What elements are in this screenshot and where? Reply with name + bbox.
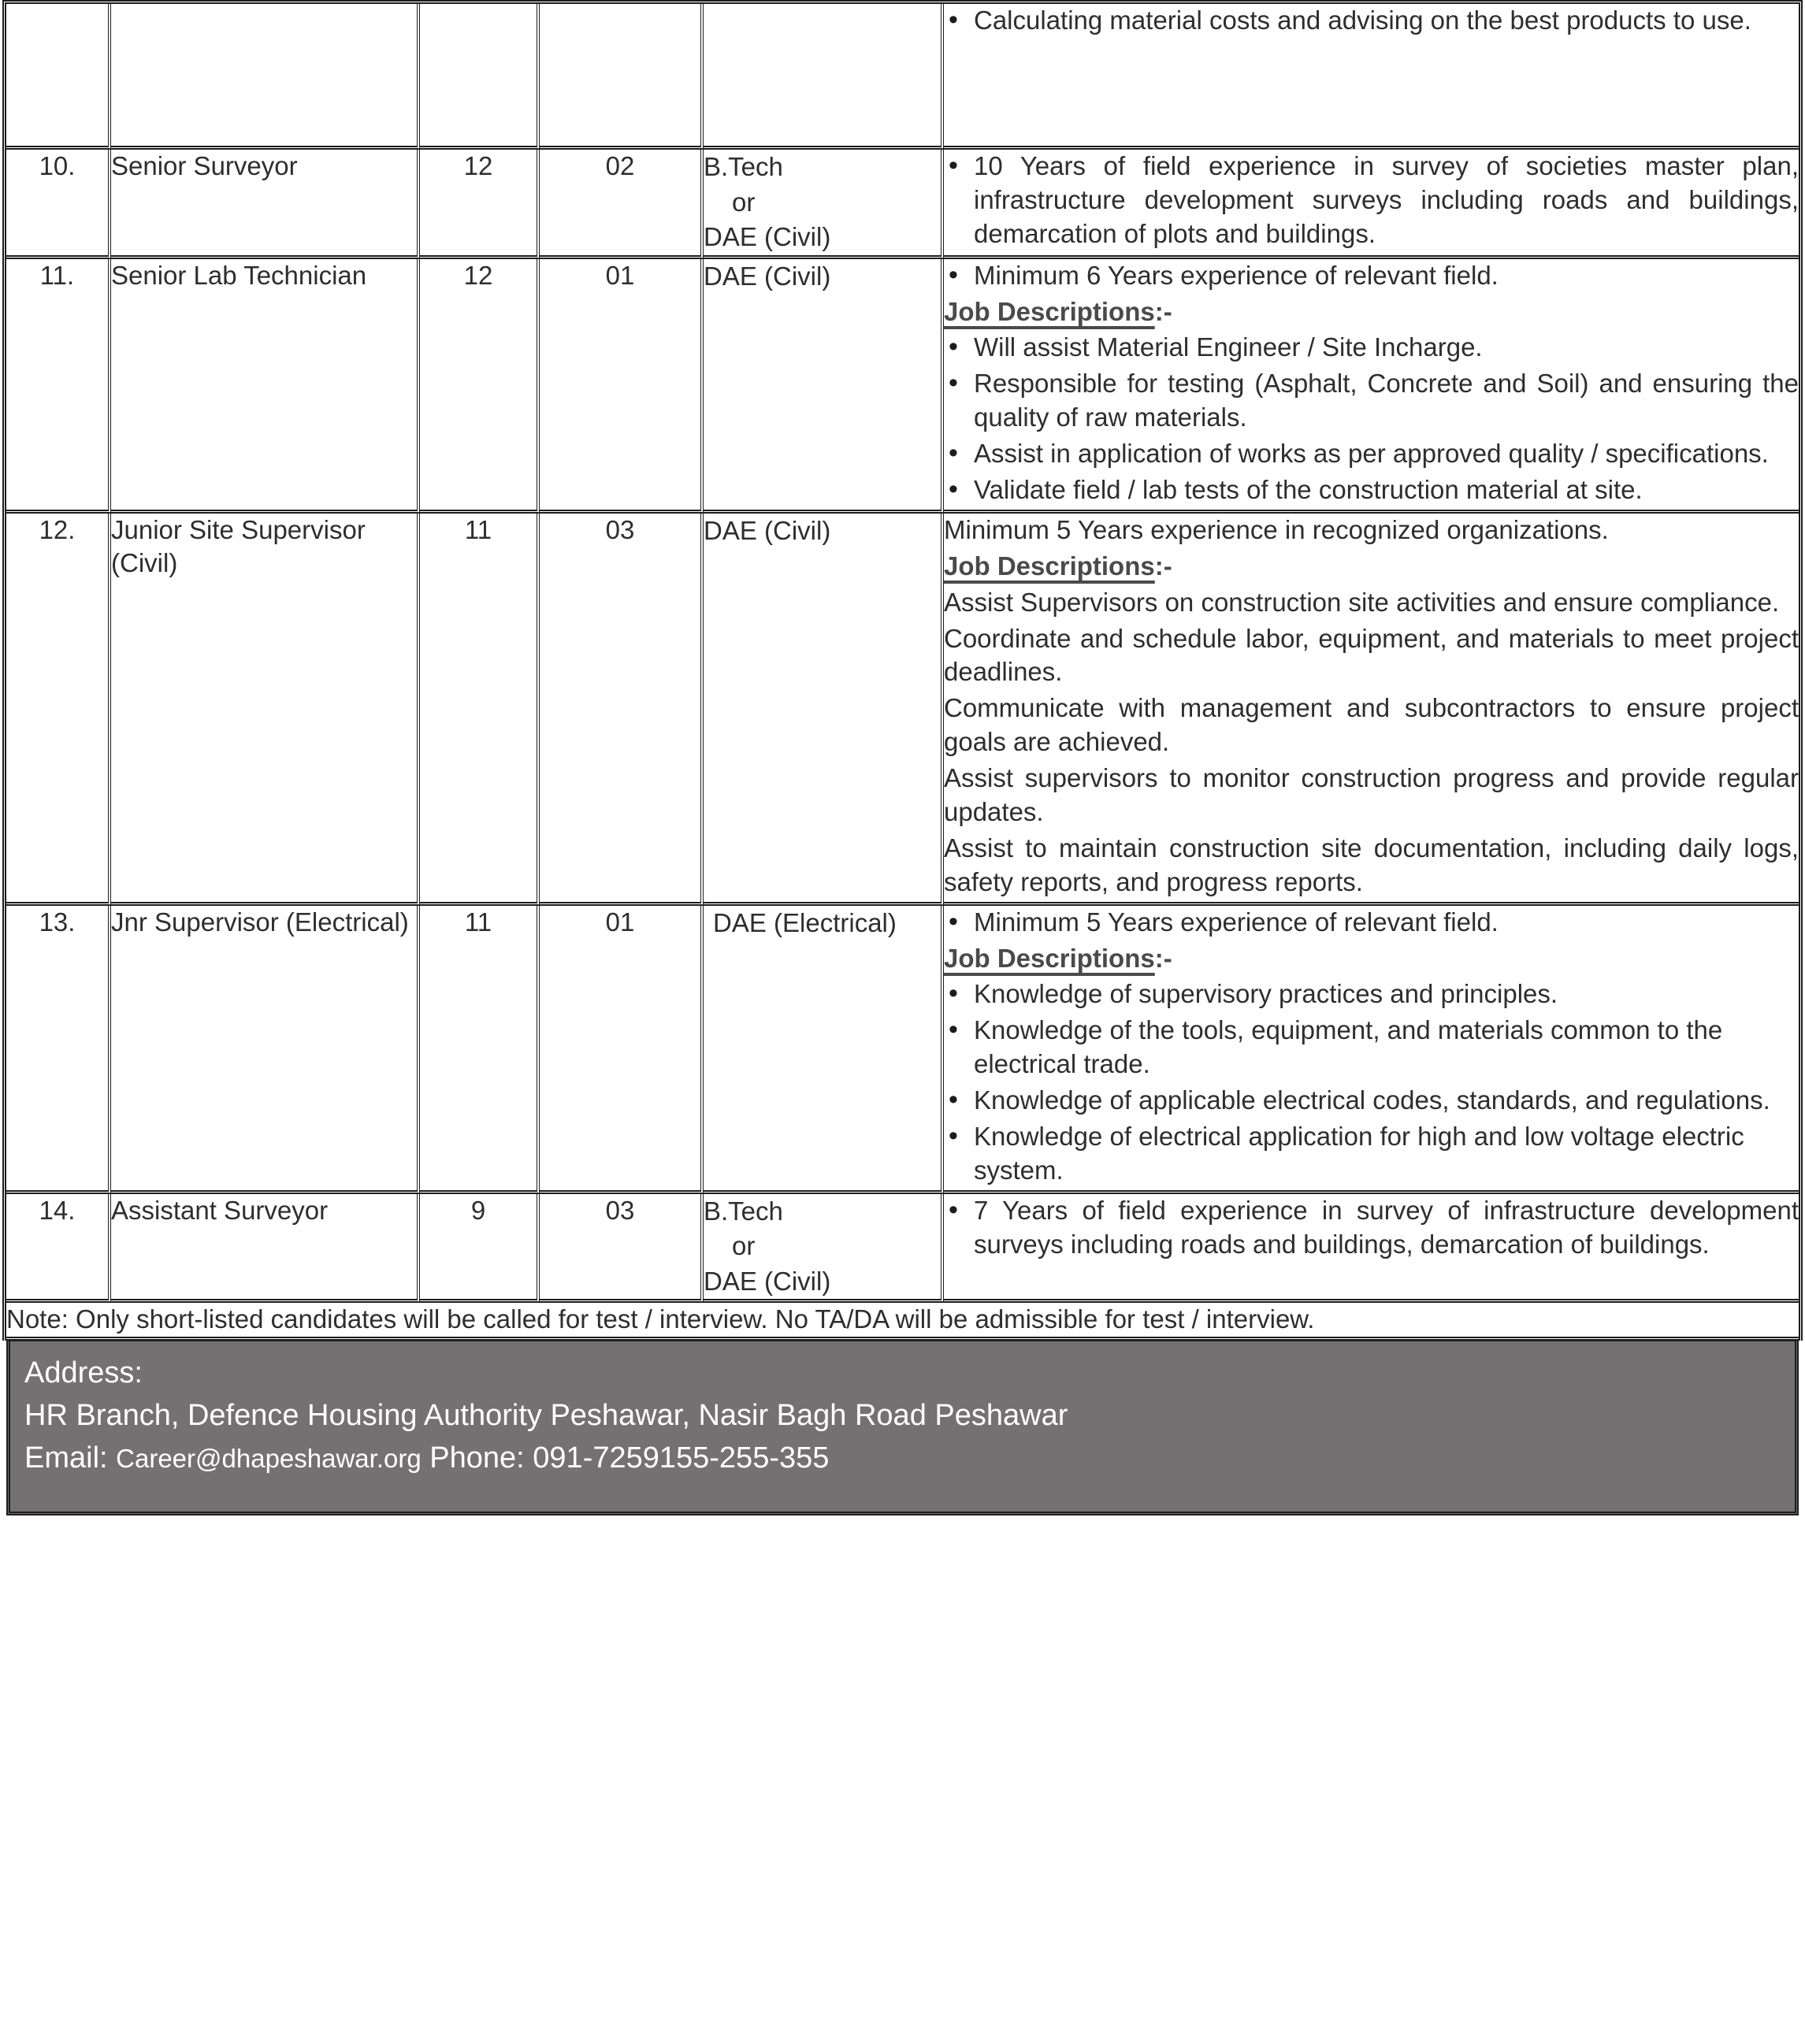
cell-post: Senior Lab Technician xyxy=(111,259,420,514)
cell-bps: 11 xyxy=(420,906,540,1194)
cell-qualification xyxy=(704,150,944,259)
address-title: Address: xyxy=(24,1356,143,1390)
list-item: • Knowledge of electrical application for high and low voltage electric system. xyxy=(944,1120,1799,1188)
description-bullet-list xyxy=(944,977,1799,1187)
job-descriptions-suffix: :- xyxy=(1154,551,1172,581)
cell-post: Junior Site Supervisor (Civil) xyxy=(111,514,420,906)
cell-serial: 10. xyxy=(6,150,111,259)
cell-bps: 12 xyxy=(420,150,540,259)
description-bullet-list xyxy=(944,259,1799,293)
table-row xyxy=(6,4,1799,150)
job-positions-table xyxy=(2,0,1803,1341)
description-bullet-list xyxy=(944,4,1799,38)
description-bullet-list xyxy=(944,906,1799,940)
table-row xyxy=(6,259,1799,514)
cell-serial xyxy=(6,4,111,150)
cell-description xyxy=(944,150,1799,259)
table-row xyxy=(6,1194,1799,1304)
cell-qualification xyxy=(704,514,944,906)
cell-post xyxy=(111,4,420,150)
cell-bps: 9 xyxy=(420,1194,540,1304)
cell-vacancies: 03 xyxy=(540,514,704,906)
job-descriptions-heading xyxy=(944,942,1799,976)
job-descriptions-heading xyxy=(944,550,1799,584)
qualification-line: B.Tech xyxy=(704,1196,783,1226)
cell-bps xyxy=(420,4,540,150)
job-descriptions-label: Job Descriptions xyxy=(944,551,1155,581)
qualification-line: DAE (Civil) xyxy=(704,1266,831,1296)
cell-post: Assistant Surveyor xyxy=(111,1194,420,1304)
list-item: • Minimum 6 Years experience of relevant field. xyxy=(944,259,1799,293)
qualification-line: DAE (Civil) xyxy=(704,261,831,291)
description-paragraph: Assist to maintain construction site documentation, including daily logs, safety reports, and progress reports. xyxy=(944,833,1799,896)
job-descriptions-heading xyxy=(944,295,1799,329)
email-label: Email: xyxy=(24,1441,108,1475)
email-value: Career@dhapeshawar.org xyxy=(116,1444,422,1474)
list-item: • Knowledge of the tools, equipment, and materials common to the electrical trade. xyxy=(944,1014,1799,1081)
qualification-line: B.Tech xyxy=(704,152,783,181)
cell-bps: 11 xyxy=(420,514,540,906)
description-paragraph: Assist supervisors to monitor construction progress and provide regular updates. xyxy=(944,763,1799,826)
cell-qualification xyxy=(704,1194,944,1304)
description-paragraph: Coordinate and schedule labor, equipment, and materials to meet project deadlines. xyxy=(944,623,1799,687)
description-bullet-list xyxy=(944,331,1799,506)
table-note-row xyxy=(6,1303,1799,1341)
address-contact-line xyxy=(24,1437,1781,1480)
cell-description xyxy=(944,514,1799,906)
note-text: Note: Only short-listed candidates will be called for test / interview. No TA/DA will be admissible for test / interview. xyxy=(6,1303,1799,1341)
cell-serial: 13. xyxy=(6,906,111,1194)
cell-vacancies: 01 xyxy=(540,906,704,1194)
list-item: • Will assist Material Engineer / Site Incharge. xyxy=(944,331,1799,365)
cell-vacancies: 01 xyxy=(540,259,704,514)
list-item: • Minimum 5 Years experience of relevant field. xyxy=(944,906,1799,940)
table-row xyxy=(6,514,1799,906)
list-item: • Assist in application of works as per approved quality / specifications. xyxy=(944,437,1799,471)
list-item: • 10 Years of field experience in survey of societies master plan, infrastructure development surveys including roads and buildings, demarcation of plots and buildings. xyxy=(944,150,1799,251)
list-item: • Validate field / lab tests of the construction material at site. xyxy=(944,473,1799,507)
qualification-line: DAE (Civil) xyxy=(704,515,831,545)
table-row xyxy=(6,906,1799,1194)
cell-qualification xyxy=(704,4,944,150)
list-item: • Knowledge of applicable electrical codes, standards, and regulations. xyxy=(944,1084,1799,1118)
cell-description xyxy=(944,4,1799,150)
phone-value: 091-7259155-255-355 xyxy=(533,1441,830,1475)
cell-vacancies: 02 xyxy=(540,150,704,259)
cell-vacancies: 03 xyxy=(540,1194,704,1304)
cell-qualification xyxy=(704,906,944,1194)
description-paragraph: Communicate with management and subcontractors to ensure project goals are achieved. xyxy=(944,693,1799,757)
job-descriptions-suffix: :- xyxy=(1154,943,1172,973)
cell-vacancies xyxy=(540,4,704,150)
cell-serial: 11. xyxy=(6,259,111,514)
cell-description xyxy=(944,906,1799,1194)
cell-description xyxy=(944,1194,1799,1304)
description-paragraph: Assist Supervisors on construction site activities and ensure compliance. xyxy=(944,587,1780,617)
list-item: • Knowledge of supervisory practices and principles. xyxy=(944,977,1799,1011)
job-descriptions-label: Job Descriptions xyxy=(944,296,1155,326)
cell-post: Jnr Supervisor (Electrical) xyxy=(111,906,420,1194)
qualification-line: or xyxy=(732,187,756,217)
qualification-line: DAE (Civil) xyxy=(704,222,831,252)
cell-qualification xyxy=(704,259,944,514)
qualification-line: DAE (Electrical) xyxy=(713,907,897,937)
cell-post: Senior Surveyor xyxy=(111,150,420,259)
description-paragraph: Minimum 5 Years experience in recognized organizations. xyxy=(944,514,1609,544)
list-item: • Responsible for testing (Asphalt, Concrete and Soil) and ensuring the quality of raw materials. xyxy=(944,367,1799,435)
description-bullet-list xyxy=(944,1194,1799,1262)
qualification-line: or xyxy=(732,1231,756,1261)
job-descriptions-label: Job Descriptions xyxy=(944,943,1155,973)
list-item: • Calculating material costs and advising on the best products to use. xyxy=(944,4,1799,38)
cell-description xyxy=(944,259,1799,514)
address-footer xyxy=(6,1341,1799,1515)
phone-label: Phone: xyxy=(429,1441,525,1475)
cell-serial: 12. xyxy=(6,514,111,906)
table-row xyxy=(6,150,1799,259)
list-item: • 7 Years of field experience in survey of infrastructure development surveys including roads and buildings, demarcation of buildings. xyxy=(944,1194,1799,1262)
cell-serial: 14. xyxy=(6,1194,111,1304)
job-descriptions-suffix: :- xyxy=(1154,296,1172,326)
description-bullet-list xyxy=(944,150,1799,251)
cell-bps: 12 xyxy=(420,259,540,514)
address-line: HR Branch, Defence Housing Authority Peshawar, Nasir Bagh Road Peshawar xyxy=(24,1399,1068,1433)
